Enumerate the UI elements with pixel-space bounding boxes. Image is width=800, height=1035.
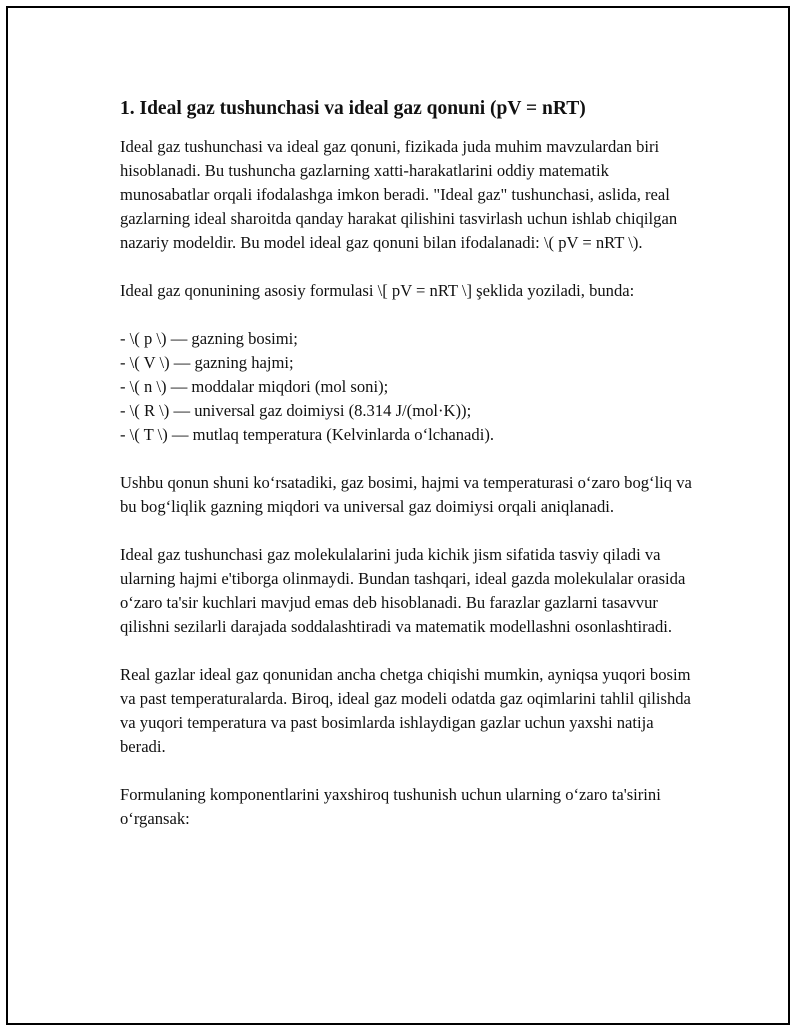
- paragraph-assumptions: Ideal gaz tushunchasi gaz molekulalarini juda kichik jism sifatida tasviy qiladi va ularning hajmi e'tiborga olinmaydi. Bundan tashqari, ideal gazda molekulalar orasida o‘zaro ta'sir kuchlari mavjud emas deb hisoblanadi. Bu farazlar gazlarni tasavvur qilishni sezilarli darajada soddalashtiradi va matematik modellashni osonlashtiradi.: [120, 545, 686, 637]
- paragraph-formula: Ideal gaz qonunining asosiy formulasi \[ pV = nRT \] şeklida yoziladi, bunda:: [120, 281, 635, 301]
- definition-item: - \( T \) — mutlaq temperatura (Kelvinlarda o‘lchanadi).: [120, 425, 494, 445]
- section-heading: 1. Ideal gaz tushunchasi va ideal gaz qonuni (pV = nRT): [120, 98, 586, 119]
- definition-item: - \( n \) — moddalar miqdori (mol soni);: [120, 377, 389, 397]
- definition-item: - \( p \) — gazning bosimi;: [120, 329, 298, 349]
- paragraph-relationship: Ushbu qonun shuni ko‘rsatadiki, gaz bosimi, hajmi va temperaturasi o‘zaro bog‘liq va bu bog‘liqlik gazning miqdori va universal gaz doimiysi orqali aniqlanadi.: [120, 473, 692, 517]
- variable-definitions-list: [120, 327, 700, 447]
- definition-item: - \( R \) — universal gaz doimiysi (8.314 J/(mol·K));: [120, 401, 472, 421]
- paragraph-components: Formulaning komponentlarini yaxshiroq tushunish uchun ularning o‘zaro ta'sirini o‘rgansak:: [120, 785, 661, 829]
- definition-item: - \( V \) — gazning hajmi;: [120, 353, 294, 373]
- document-content: [120, 96, 700, 855]
- document-page: [6, 6, 790, 1025]
- paragraph-real-gases: Real gazlar ideal gaz qonunidan ancha chetga chiqishi mumkin, ayniqsa yuqori bosim va past temperaturalarda. Biroq, ideal gaz modeli odatda gaz oqimlarini tahlil qilishda va yuqori temperatura va past bosimlarda ishlaydigan gazlar uchun yaxshi natija beradi.: [120, 665, 691, 757]
- paragraph-intro: Ideal gaz tushunchasi va ideal gaz qonuni, fizikada juda muhim mavzulardan biri hisoblanadi. Bu tushuncha gazlarning xatti-harakatlarini oddiy matematik munosabatlar orqali ifodalashga imkon beradi. "Ideal gaz" tushunchasi, aslida, real gazlarning ideal sharoitda qanday harakat qilishini tasvirlash uchun ishlab chiqilgan nazariy modeldir. Bu model ideal gaz qonuni bilan ifodalanadi: \( pV = nRT \).: [120, 137, 678, 253]
